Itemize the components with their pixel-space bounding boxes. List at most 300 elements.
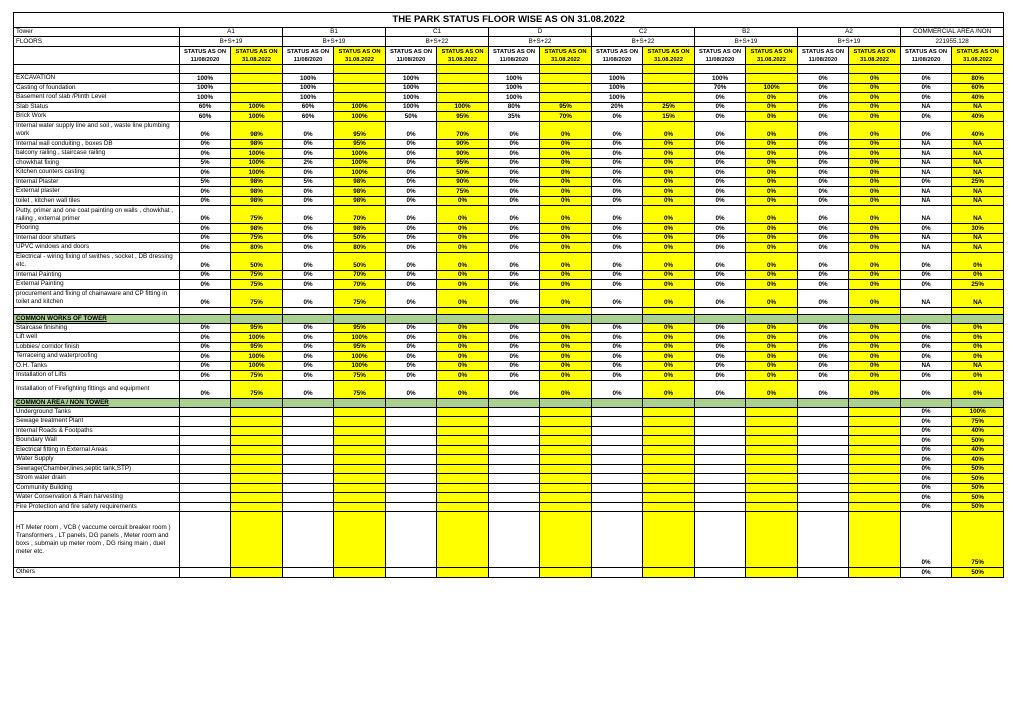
status-cell: 0% xyxy=(283,206,334,224)
status-cell xyxy=(798,568,849,578)
status-cell xyxy=(334,445,386,455)
status-cell: 100% xyxy=(334,102,386,112)
status-cell: NA xyxy=(901,361,952,371)
status-cell: 95% xyxy=(540,102,592,112)
status-cell: 0% xyxy=(901,568,952,578)
status-cell: 0% xyxy=(540,158,592,168)
row-label: procurement and fixing of chainaware and CP fitting in toilet and kitchen xyxy=(14,289,180,307)
status-cell: 100% xyxy=(334,149,386,159)
status-cell: 0% xyxy=(901,474,952,484)
status-new-header: STATUS AS ON 31.08.2022 xyxy=(849,47,901,65)
status-cell: 0% xyxy=(437,206,489,224)
status-cell: 0% xyxy=(592,361,643,371)
status-cell: 0% xyxy=(540,252,592,270)
table-row xyxy=(14,28,1004,37)
table-row xyxy=(14,333,1004,343)
spacer-cell xyxy=(489,65,540,74)
status-cell: 0% xyxy=(180,149,231,159)
status-cell: 50% xyxy=(437,168,489,178)
status-cell xyxy=(489,512,540,568)
status-cell: 0% xyxy=(592,252,643,270)
status-cell: 5% xyxy=(283,177,334,187)
status-cell: 0% xyxy=(643,168,695,178)
status-cell: 0% xyxy=(901,407,952,417)
status-cell xyxy=(798,483,849,493)
status-cell: 0% xyxy=(746,102,798,112)
row-label: Basement roof slab /Plinth Level xyxy=(14,93,180,103)
status-cell xyxy=(231,493,283,503)
status-cell: 50% xyxy=(334,252,386,270)
status-cell: 0% xyxy=(489,206,540,224)
status-cell: 0% xyxy=(386,371,437,381)
status-cell xyxy=(489,493,540,503)
status-cell: 0% xyxy=(643,206,695,224)
status-cell xyxy=(592,502,643,512)
status-cell: 0% xyxy=(643,333,695,343)
status-cell: 0% xyxy=(592,280,643,290)
tower-floors: B+S+19 xyxy=(180,37,283,47)
status-cell: NA xyxy=(901,196,952,206)
section-header-cell xyxy=(592,398,643,407)
status-cell: 0% xyxy=(489,342,540,352)
status-cell: NA xyxy=(952,196,1004,206)
status-cell xyxy=(643,568,695,578)
status-cell: 0% xyxy=(901,333,952,343)
status-cell: 0% xyxy=(643,196,695,206)
status-cell: 0% xyxy=(180,187,231,197)
status-cell: 0% xyxy=(283,342,334,352)
status-cell: 0% xyxy=(746,289,798,307)
status-cell: 2% xyxy=(283,158,334,168)
status-cell: 0% xyxy=(180,139,231,149)
status-cell: 0% xyxy=(746,352,798,362)
status-cell: 0% xyxy=(695,112,746,122)
status-cell xyxy=(180,502,231,512)
status-cell: 0% xyxy=(540,168,592,178)
table-row xyxy=(14,280,1004,290)
status-cell xyxy=(849,445,901,455)
status-cell: 0% xyxy=(695,206,746,224)
status-cell xyxy=(386,512,437,568)
status-cell: 0% xyxy=(540,224,592,234)
status-cell xyxy=(746,493,798,503)
spacer-cell xyxy=(14,307,180,314)
status-cell xyxy=(643,83,695,93)
row-label: Internal Painting xyxy=(14,270,180,280)
status-cell: 100% xyxy=(180,83,231,93)
status-cell: 0% xyxy=(695,361,746,371)
status-cell: 0% xyxy=(798,323,849,333)
status-cell: 0% xyxy=(695,243,746,253)
status-cell: 75% xyxy=(437,187,489,197)
status-cell: 0% xyxy=(798,371,849,381)
status-cell: 95% xyxy=(437,112,489,122)
row-label: Kitchen counters casting xyxy=(14,168,180,178)
status-cell xyxy=(489,455,540,465)
status-cell xyxy=(695,483,746,493)
status-cell xyxy=(489,464,540,474)
status-cell: 100% xyxy=(386,93,437,103)
status-cell: 0% xyxy=(849,196,901,206)
status-cell: 0% xyxy=(798,177,849,187)
status-cell xyxy=(489,426,540,436)
section-header-cell xyxy=(489,398,540,407)
status-sheet xyxy=(13,12,1004,578)
status-cell: 0% xyxy=(592,270,643,280)
row-label: Community Building xyxy=(14,483,180,493)
status-cell: 0% xyxy=(798,224,849,234)
status-cell: 0% xyxy=(643,371,695,381)
status-cell: 0% xyxy=(489,196,540,206)
status-cell xyxy=(849,474,901,484)
status-cell: 0% xyxy=(798,342,849,352)
status-cell xyxy=(592,445,643,455)
section-header-cell xyxy=(901,398,952,407)
status-cell: 0% xyxy=(283,270,334,280)
status-cell xyxy=(437,436,489,446)
status-cell xyxy=(798,493,849,503)
status-cell: 0% xyxy=(798,380,849,398)
status-cell: 100% xyxy=(746,83,798,93)
status-cell xyxy=(540,483,592,493)
status-old-header: STATUS AS ON 11/08/2020 xyxy=(695,47,746,65)
status-cell: 0% xyxy=(489,361,540,371)
row-label: Casting of foundation xyxy=(14,83,180,93)
status-cell: 0% xyxy=(386,323,437,333)
status-cell: 0% xyxy=(180,233,231,243)
status-cell xyxy=(643,502,695,512)
section-header-cell xyxy=(643,398,695,407)
spacer-cell xyxy=(592,65,643,74)
row-label: Putty, primer and one coat painting on walls , chowkhat , railing , external primer xyxy=(14,206,180,224)
status-cell xyxy=(180,417,231,427)
status-new-header: STATUS AS ON 31.08.2022 xyxy=(643,47,695,65)
status-cell xyxy=(386,455,437,465)
status-cell: 0% xyxy=(592,233,643,243)
status-cell: 40% xyxy=(952,426,1004,436)
status-cell: 0% xyxy=(849,380,901,398)
status-cell: 0% xyxy=(540,149,592,159)
status-cell: 0% xyxy=(643,149,695,159)
tower-name: C2 xyxy=(592,28,695,37)
status-cell: 0% xyxy=(952,323,1004,333)
status-cell: NA xyxy=(901,206,952,224)
status-cell: 100% xyxy=(334,158,386,168)
status-cell xyxy=(334,417,386,427)
status-cell: 0% xyxy=(901,112,952,122)
status-cell: 0% xyxy=(798,252,849,270)
status-cell: 0% xyxy=(952,342,1004,352)
status-cell: 90% xyxy=(437,149,489,159)
status-cell: 0% xyxy=(540,196,592,206)
status-cell: 25% xyxy=(952,280,1004,290)
status-cell xyxy=(695,407,746,417)
status-cell: 0% xyxy=(901,342,952,352)
status-cell xyxy=(643,407,695,417)
status-cell: 0% xyxy=(746,158,798,168)
status-cell: 0% xyxy=(952,333,1004,343)
status-cell xyxy=(643,493,695,503)
status-cell xyxy=(180,407,231,417)
table-row xyxy=(14,102,1004,112)
status-cell xyxy=(437,493,489,503)
row-label: Strom water drain xyxy=(14,474,180,484)
tower-floors: B+S+19 xyxy=(695,37,798,47)
status-cell: 0% xyxy=(901,483,952,493)
spacer-cell xyxy=(386,307,437,314)
status-cell xyxy=(180,512,231,568)
section-header-cell xyxy=(952,314,1004,323)
status-new-header: STATUS AS ON 31.08.2022 xyxy=(437,47,489,65)
status-cell xyxy=(386,493,437,503)
status-cell xyxy=(746,426,798,436)
status-cell: 0% xyxy=(180,121,231,139)
status-cell: 100% xyxy=(180,74,231,84)
status-cell: 98% xyxy=(231,187,283,197)
status-cell xyxy=(746,502,798,512)
status-cell: 0% xyxy=(798,333,849,343)
status-cell: 60% xyxy=(952,83,1004,93)
status-cell: 0% xyxy=(695,224,746,234)
status-cell: 0% xyxy=(283,187,334,197)
status-cell: 0% xyxy=(901,74,952,84)
section-header-cell xyxy=(334,314,386,323)
status-cell: 0% xyxy=(592,168,643,178)
spacer-cell xyxy=(283,65,334,74)
status-cell xyxy=(746,483,798,493)
status-cell: NA xyxy=(952,168,1004,178)
spacer-cell xyxy=(180,307,231,314)
status-cell: 100% xyxy=(231,102,283,112)
status-cell: 0% xyxy=(849,224,901,234)
status-cell: NA xyxy=(952,206,1004,224)
status-cell xyxy=(283,445,334,455)
status-cell: 0% xyxy=(901,455,952,465)
status-cell xyxy=(437,407,489,417)
status-cell xyxy=(746,474,798,484)
status-cell: 0% xyxy=(746,233,798,243)
section-header-cell xyxy=(849,314,901,323)
status-cell: 0% xyxy=(952,371,1004,381)
status-cell xyxy=(849,417,901,427)
status-cell xyxy=(489,445,540,455)
status-cell: 0% xyxy=(849,371,901,381)
status-cell: 0% xyxy=(489,121,540,139)
status-cell: 0% xyxy=(180,333,231,343)
status-cell: 0% xyxy=(592,243,643,253)
status-cell: 0% xyxy=(746,243,798,253)
status-cell xyxy=(180,455,231,465)
status-cell: 0% xyxy=(386,158,437,168)
status-cell: 0% xyxy=(180,206,231,224)
status-cell: 0% xyxy=(901,380,952,398)
status-cell: 70% xyxy=(334,270,386,280)
status-cell xyxy=(283,455,334,465)
floors-label: FLOORS xyxy=(14,37,180,47)
status-cell: 0% xyxy=(798,83,849,93)
status-cell xyxy=(334,493,386,503)
status-cell xyxy=(798,407,849,417)
status-cell: 80% xyxy=(952,74,1004,84)
status-cell: 100% xyxy=(437,102,489,112)
status-cell: 0% xyxy=(695,187,746,197)
status-cell: 15% xyxy=(643,112,695,122)
status-cell: 0% xyxy=(798,74,849,84)
status-cell xyxy=(746,464,798,474)
status-cell: 0% xyxy=(540,280,592,290)
status-cell: 0% xyxy=(798,158,849,168)
status-cell: 0% xyxy=(489,280,540,290)
status-cell: 0% xyxy=(540,243,592,253)
status-cell: 0% xyxy=(849,187,901,197)
tower-name: C1 xyxy=(386,28,489,37)
status-cell: 90% xyxy=(437,177,489,187)
status-cell: 0% xyxy=(849,121,901,139)
status-cell: 0% xyxy=(746,93,798,103)
tower-label: Tower xyxy=(14,28,180,37)
table-row xyxy=(14,342,1004,352)
status-cell: 0% xyxy=(643,121,695,139)
status-cell: 0% xyxy=(437,323,489,333)
status-cell: 50% xyxy=(952,493,1004,503)
status-cell: 0% xyxy=(746,380,798,398)
status-cell: 0% xyxy=(489,149,540,159)
status-cell: 0% xyxy=(849,83,901,93)
table-row xyxy=(14,289,1004,307)
tower-name: COMMERCIAL AREA /NON xyxy=(901,28,1004,37)
status-cell: 0% xyxy=(180,196,231,206)
status-cell xyxy=(798,464,849,474)
spacer-cell xyxy=(334,307,386,314)
status-cell xyxy=(489,407,540,417)
status-cell xyxy=(180,493,231,503)
status-cell: 0% xyxy=(437,380,489,398)
tower-floors: B+S+22 xyxy=(489,37,592,47)
status-cell: 0% xyxy=(540,270,592,280)
status-cell: 70% xyxy=(334,280,386,290)
row-label: Flooring xyxy=(14,224,180,234)
spacer-cell xyxy=(540,65,592,74)
status-cell: 95% xyxy=(334,121,386,139)
status-cell xyxy=(386,474,437,484)
status-cell: 98% xyxy=(231,224,283,234)
status-cell: 0% xyxy=(901,464,952,474)
status-cell: 0% xyxy=(283,224,334,234)
status-cell: 100% xyxy=(592,93,643,103)
status-cell: 98% xyxy=(334,224,386,234)
status-cell: 0% xyxy=(386,233,437,243)
status-cell: 0% xyxy=(798,243,849,253)
status-cell xyxy=(386,445,437,455)
status-cell: 0% xyxy=(386,252,437,270)
status-cell: 40% xyxy=(952,112,1004,122)
status-cell xyxy=(798,474,849,484)
status-cell xyxy=(540,83,592,93)
spacer-cell xyxy=(901,307,952,314)
table-row xyxy=(14,206,1004,224)
status-cell xyxy=(695,445,746,455)
status-cell: 0% xyxy=(695,380,746,398)
table-row xyxy=(14,47,1004,65)
status-cell xyxy=(746,436,798,446)
status-cell: 0% xyxy=(386,149,437,159)
status-cell: 0% xyxy=(489,323,540,333)
status-cell: 95% xyxy=(231,342,283,352)
status-cell: NA xyxy=(901,289,952,307)
status-cell xyxy=(283,502,334,512)
section-header-cell xyxy=(540,314,592,323)
status-cell: NA xyxy=(901,233,952,243)
section-header-cell xyxy=(643,314,695,323)
status-cell: 0% xyxy=(746,280,798,290)
row-label: Fire Protection and fire safety requirements xyxy=(14,502,180,512)
status-cell: 0% xyxy=(540,361,592,371)
status-cell xyxy=(592,474,643,484)
status-cell: 0% xyxy=(695,233,746,243)
section-header-cell xyxy=(437,398,489,407)
status-cell: 0% xyxy=(643,187,695,197)
status-cell: 75% xyxy=(231,371,283,381)
status-cell xyxy=(798,426,849,436)
spacer-cell xyxy=(180,65,231,74)
spacer-cell xyxy=(849,307,901,314)
status-cell: NA xyxy=(952,289,1004,307)
status-cell: 0% xyxy=(798,196,849,206)
status-cell: 80% xyxy=(231,243,283,253)
status-cell: 0% xyxy=(592,323,643,333)
status-cell: 100% xyxy=(334,352,386,362)
status-cell: 0% xyxy=(849,158,901,168)
row-label: External Painting xyxy=(14,280,180,290)
status-cell: 75% xyxy=(231,270,283,280)
status-cell: 0% xyxy=(180,243,231,253)
tower-name: A2 xyxy=(798,28,901,37)
status-cell: NA xyxy=(952,361,1004,371)
status-cell xyxy=(592,417,643,427)
spacer-cell xyxy=(746,65,798,74)
status-cell: 98% xyxy=(231,121,283,139)
status-cell: 80% xyxy=(489,102,540,112)
status-cell xyxy=(643,512,695,568)
tower-floors: B+S+19 xyxy=(283,37,386,47)
status-cell: 0% xyxy=(592,289,643,307)
table-row xyxy=(14,121,1004,139)
row-label: chowkhat fixing xyxy=(14,158,180,168)
table-row xyxy=(14,307,1004,314)
status-cell xyxy=(180,426,231,436)
status-cell xyxy=(334,74,386,84)
status-cell xyxy=(283,417,334,427)
status-cell: 75% xyxy=(231,380,283,398)
status-cell xyxy=(334,512,386,568)
table-row xyxy=(14,83,1004,93)
table-row xyxy=(14,270,1004,280)
section-header-cell xyxy=(283,398,334,407)
table-row xyxy=(14,464,1004,474)
row-label: O.H. Tanks xyxy=(14,361,180,371)
status-cell: 0% xyxy=(489,187,540,197)
status-cell xyxy=(437,445,489,455)
status-cell: 0% xyxy=(643,224,695,234)
status-cell: 0% xyxy=(952,252,1004,270)
status-cell: 100% xyxy=(386,102,437,112)
spacer-cell xyxy=(231,307,283,314)
status-cell: 80% xyxy=(334,243,386,253)
spacer-cell xyxy=(746,307,798,314)
spacer-cell xyxy=(643,307,695,314)
section-header-cell xyxy=(386,314,437,323)
status-header-blank xyxy=(14,47,180,65)
